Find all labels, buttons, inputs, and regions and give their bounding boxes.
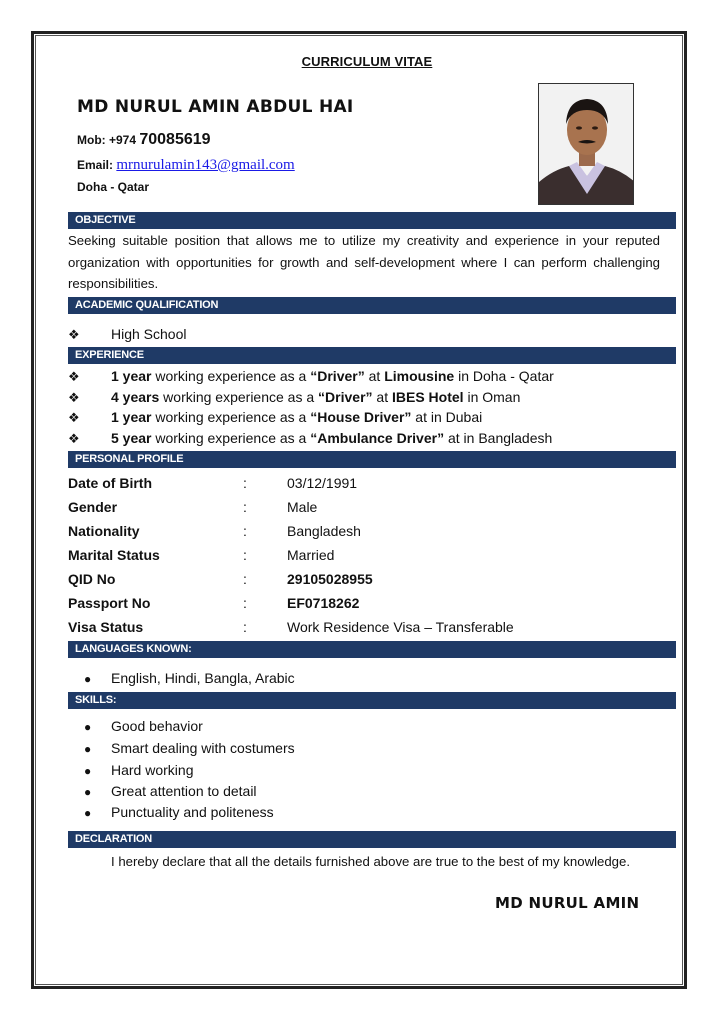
experience-text: at xyxy=(372,389,392,405)
profile-label: Gender xyxy=(68,499,118,515)
mobile-line xyxy=(77,131,211,149)
experience-text: working experience as a xyxy=(151,430,311,446)
skill-text: Smart dealing with costumers xyxy=(111,740,295,756)
section-heading-objective: OBJECTIVE xyxy=(68,212,676,229)
profile-value: Work Residence Visa – Transferable xyxy=(287,619,514,635)
objective-text: Seeking suitable position that allows me to utilize my creativity and experience in your reputed organization with opportunities for growth and self-development where I can perform challenging responsibilities. xyxy=(68,233,660,291)
section-heading-experience: EXPERIENCE xyxy=(68,347,676,364)
profile-label: Date of Birth xyxy=(68,475,152,491)
signature-name: MD NURUL AMIN xyxy=(495,894,640,912)
profile-label: QID No xyxy=(68,571,116,587)
experience-item xyxy=(68,367,554,386)
experience-text: at in Bangladesh xyxy=(444,430,553,446)
profile-colon: : xyxy=(243,523,247,539)
section-heading-declaration: DECLARATION xyxy=(68,831,676,848)
profile-label: Nationality xyxy=(68,523,140,539)
dot-bullet-icon: ● xyxy=(84,764,92,778)
experience-text: at in Dubai xyxy=(411,409,483,425)
experience-role: “Ambulance Driver” xyxy=(310,430,445,446)
experience-text: working experience as a xyxy=(159,389,319,405)
profile-colon: : xyxy=(243,499,247,515)
diamond-bullet-icon: ❖ xyxy=(68,327,80,342)
profile-photo xyxy=(538,83,634,205)
dot-bullet-icon: ● xyxy=(84,785,92,799)
profile-colon: : xyxy=(243,595,247,611)
experience-text: in Oman xyxy=(463,389,521,405)
experience-text: working experience as a xyxy=(151,409,311,425)
experience-employer: IBES Hotel xyxy=(391,389,464,405)
profile-value: Bangladesh xyxy=(287,523,361,539)
section-heading-profile: PERSONAL PROFILE xyxy=(68,451,676,468)
experience-text: in Doha - Qatar xyxy=(454,368,554,384)
profile-colon: : xyxy=(243,475,247,491)
academic-item: ❖ High School xyxy=(68,326,187,342)
experience-text: working experience as a xyxy=(151,368,311,384)
profile-value: 03/12/1991 xyxy=(287,475,358,491)
profile-value: Male xyxy=(287,499,318,515)
diamond-bullet-icon: ❖ xyxy=(68,369,80,384)
experience-item xyxy=(68,388,520,407)
skill-text: Hard working xyxy=(111,762,194,778)
experience-role: “Driver” xyxy=(318,389,373,405)
profile-value: Married xyxy=(287,547,335,563)
dot-bullet-icon: ● xyxy=(84,806,92,820)
experience-duration: 1 year xyxy=(111,368,152,384)
experience-duration: 5 year xyxy=(111,430,152,446)
profile-colon: : xyxy=(243,619,247,635)
language-item: ● English, Hindi, Bangla, Arabic xyxy=(68,669,295,688)
experience-role: “Driver” xyxy=(310,368,365,384)
experience-text: at xyxy=(364,368,385,384)
profile-label: Marital Status xyxy=(68,547,160,563)
diamond-bullet-icon: ❖ xyxy=(68,410,80,425)
experience-item xyxy=(68,408,482,427)
mobile-label: Mob: +974 xyxy=(77,133,140,147)
skill-item xyxy=(68,717,203,736)
dot-bullet-icon: ● xyxy=(84,720,92,734)
profile-value: 29105028955 xyxy=(287,571,373,587)
dot-bullet-icon: ● xyxy=(84,672,92,686)
location: Doha - Qatar xyxy=(77,180,150,194)
skill-item xyxy=(68,761,193,780)
document-title: CURRICULUM VITAE xyxy=(301,54,433,69)
section-heading-academic: ACADEMIC QUALIFICATION xyxy=(68,297,676,314)
skill-text: Good behavior xyxy=(111,718,203,734)
dot-bullet-icon: ● xyxy=(84,742,92,756)
skill-item xyxy=(68,782,257,801)
email-label: Email: xyxy=(77,158,117,172)
mobile-number: 70085619 xyxy=(139,131,211,148)
experience-employer: Limousine xyxy=(384,368,455,384)
profile-colon: : xyxy=(243,571,247,587)
email-link[interactable]: mrnurulamin143@gmail.com xyxy=(116,157,295,173)
experience-duration: 4 years xyxy=(111,389,160,405)
skill-item xyxy=(68,739,295,758)
skill-text: Great attention to detail xyxy=(111,783,257,799)
profile-colon: : xyxy=(243,547,247,563)
experience-item xyxy=(68,429,552,448)
profile-value: EF0718262 xyxy=(287,595,360,611)
experience-duration: 1 year xyxy=(111,409,152,425)
declaration-text: I hereby declare that all the details furnished above are true to the best of my knowledge. xyxy=(111,854,631,869)
skill-text: Punctuality and politeness xyxy=(111,804,274,820)
diamond-bullet-icon: ❖ xyxy=(68,431,80,446)
section-heading-languages: LANGUAGES KNOWN: xyxy=(68,641,676,658)
candidate-name: MD NURUL AMIN ABDUL HAI xyxy=(77,97,354,117)
profile-label: Visa Status xyxy=(68,619,144,635)
section-heading-skills: SKILLS: xyxy=(68,692,676,709)
email-line xyxy=(77,157,295,174)
profile-label: Passport No xyxy=(68,595,151,611)
experience-role: “House Driver” xyxy=(310,409,412,425)
diamond-bullet-icon: ❖ xyxy=(68,390,80,405)
skill-item xyxy=(68,803,274,822)
